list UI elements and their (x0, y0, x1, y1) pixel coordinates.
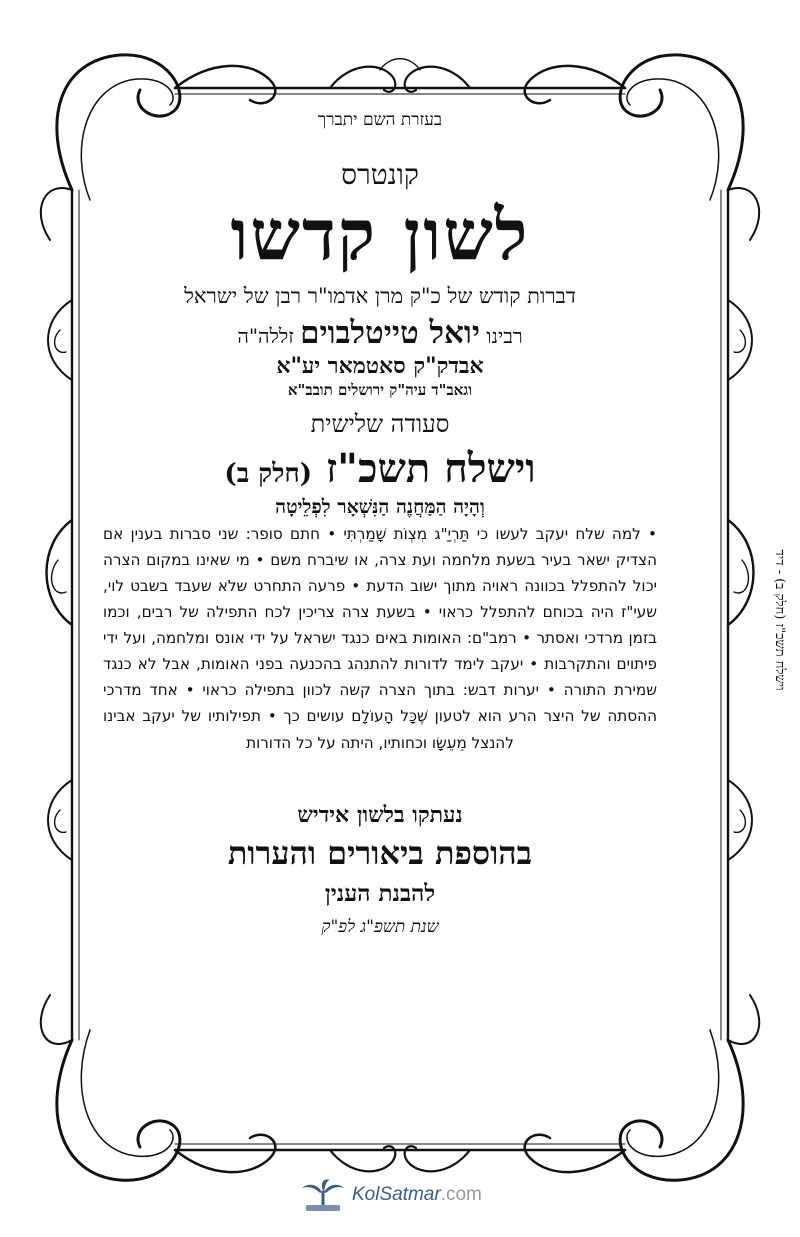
intro-line: דברות קודש של כ"ק מרן אדמו"ר רבן של ישראל (184, 283, 576, 308)
rabbi-prefix: רבינו (486, 323, 523, 348)
seuda-heading: סעודה שלישית (310, 409, 450, 438)
palm-tree-icon (300, 1178, 346, 1212)
logo-tld: .com (440, 1184, 482, 1205)
summary-paragraph: • למה שלח יעקב לעשו כי תַּרְיַ"ג מִצְוֹת שָׁמַרְתִּי • חתם סופר: שני סברות בענין אם הצדיק ישאר בעיר בשעת מלחמה ועת צרה, או שיברח משם • מי שאינו במקום הצרה יכול להתפלל בכוונה ראויה מתוך ישוב הדעת • פרעה התחרט שלא שעבד בשבט לוי, שעי"ז היה בכוחם להתפלל כראוי • בשעת צרה צריכין לכח התפילה של רבים, וכמו בזמן מרדכי ואסתר • רמב"ם: האומות באים כנגד ישראל על ידי אונס ומלחמה, ועל ידי פיתוים והתקרבות • יעקב לימד לדורות להתנהג בהכנעה בפני האומות, אבל לא כנגד שמירת התורה • יערות דבש: בתוך הצרה קשה לכוון בתפילה כראוי • אחד מדרכי ההסתה של היצר הרע הוא לטעון שֶׁכָּל הָעוֹלָם עושים כך • תפילותיו של יעקב אבינו להנצל מֵעֵשָׂו וכחותיו, היתה על כל הדורות (103, 524, 657, 752)
parsha-heading (95, 445, 665, 492)
rabbi-title-2: וגאב"ד עיה"ק ירושלים תובב"א (287, 380, 473, 399)
parsha-part: (חלק ב) (224, 458, 313, 489)
rabbi-suffix: זללה"ה (237, 323, 294, 348)
year-line: שנת תשפ"ג לפ"ק (321, 916, 439, 937)
additions-line: בהוספת ביאורים והערות (227, 833, 533, 872)
translated-line: נעתקו בלשון אידיש (297, 801, 463, 828)
logo-text (352, 1184, 482, 1206)
rabbi-name: יואל טייטלבוים (300, 314, 480, 351)
verse-line: וְהָיָה הַמַּחֲנֶה הַנִּשְׁאָר לִפְלֵיטָה (275, 495, 485, 518)
parsha-name: וישלח תשכ"ז (325, 444, 536, 492)
blessing-heading: בעזרת השם יתברך (317, 110, 443, 130)
rabbi-title-1: אבדק"ק סאטמאר יע"א (276, 352, 484, 379)
title-page (95, 110, 665, 937)
side-note: וישלח תשכ"ז (חלק ב) - דיד (772, 549, 787, 691)
rabbi-line (95, 315, 665, 351)
kuntres-label: קונטרס (341, 158, 419, 191)
logo-brand: KolSatmar (352, 1184, 441, 1205)
site-logo[interactable] (300, 1178, 482, 1212)
understanding-line: להבנת הענין (324, 879, 436, 907)
main-title: לשון קדשו (230, 193, 530, 276)
